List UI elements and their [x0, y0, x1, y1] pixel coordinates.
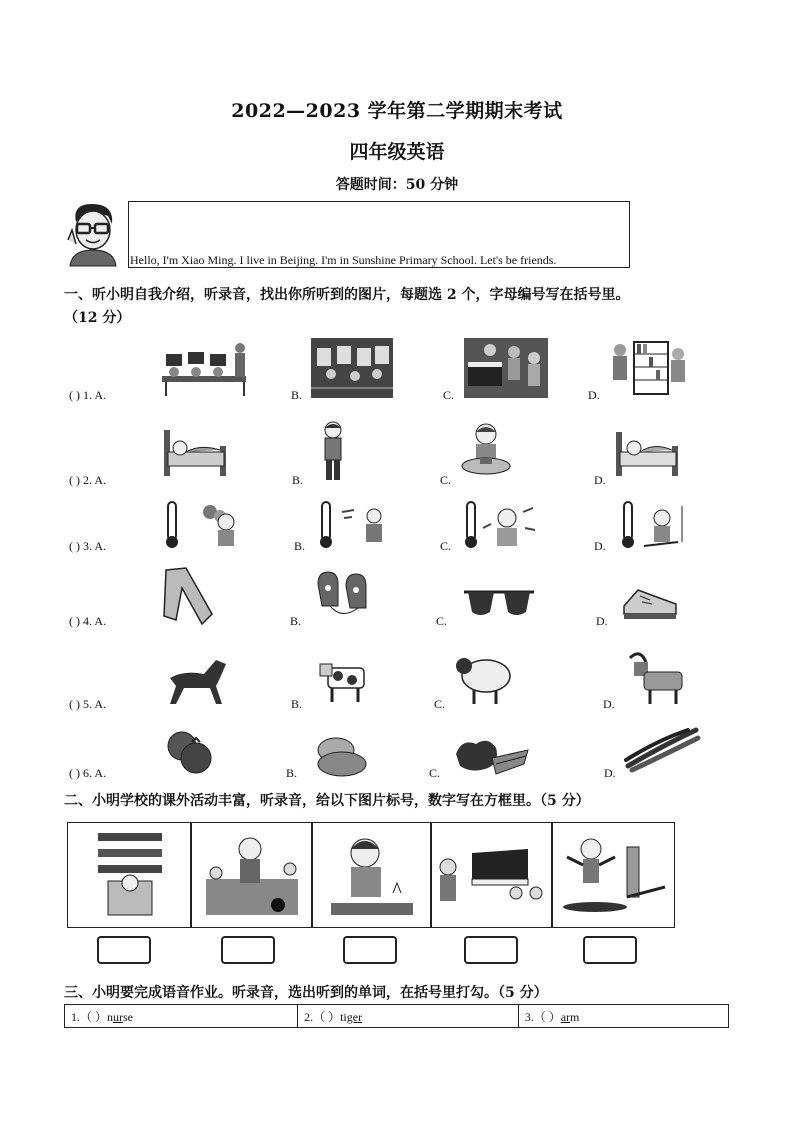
question-5-label: ( ) 5. A.: [69, 697, 106, 711]
q3-option-b: B.: [294, 539, 306, 553]
xiao-ming-avatar: [62, 200, 124, 268]
q2-option-b: B.: [292, 473, 304, 487]
phonics-item-2-number: 2.（ ）: [304, 1009, 341, 1024]
phonics-table: [64, 1004, 729, 1028]
activity-panel-reading: [67, 822, 191, 928]
phonics-item-1[interactable]: [65, 1005, 298, 1028]
goat-image: [626, 648, 688, 706]
football-activity-image: [192, 823, 309, 925]
horse-image: [164, 656, 236, 708]
q3-option-c: C.: [440, 539, 452, 553]
activity-panel-planting: [312, 822, 431, 928]
phonics-item-1-pre: n: [107, 1009, 114, 1024]
sunglasses-image: [462, 584, 536, 624]
q4-option-b: B.: [290, 614, 302, 628]
q2-option-d: D.: [594, 473, 606, 487]
green-beans-image: [622, 726, 702, 776]
section1-points: （12 分）: [64, 310, 131, 326]
q4-option-c: C.: [436, 614, 448, 628]
cow-image: [318, 656, 376, 706]
standing-boy-image: [318, 420, 348, 484]
reading-activity-image: [68, 823, 188, 925]
phonics-item-3-post: m: [570, 1009, 580, 1024]
phonics-item-3-underlined: ar: [560, 1009, 571, 1024]
q6-option-d: D.: [604, 766, 616, 780]
sleeping-child-image: [160, 426, 230, 482]
section3-heading: 三、小明要完成语音作业。听录音，选出听到的单词，在括号里打勾。（5 分）: [64, 985, 548, 1001]
exercise-activity-image: [553, 823, 672, 925]
planting-activity-image: [313, 823, 428, 925]
piano-activity-image: [432, 823, 549, 925]
weather-spring-image: [164, 498, 244, 552]
q6-option-c: C.: [429, 766, 441, 780]
q1-option-c: C.: [443, 388, 455, 402]
sleeping-bed-image: [612, 428, 682, 482]
question-3-label: ( ) 3. A.: [69, 539, 106, 553]
phonics-item-1-post: se: [123, 1009, 134, 1024]
q1-option-b: B.: [291, 388, 303, 402]
phonics-item-1-underlined: ur: [113, 1009, 124, 1024]
q5-option-c: C.: [434, 697, 446, 711]
phonics-item-3[interactable]: [518, 1005, 728, 1028]
answer-box-1[interactable]: [97, 936, 151, 964]
phonics-item-2[interactable]: [298, 1005, 519, 1028]
sneakers-image: [620, 584, 680, 624]
vegetables-image: [452, 734, 534, 778]
potatoes-image: [312, 734, 368, 778]
weather-fall-image: [318, 498, 390, 552]
library-image: [608, 340, 688, 398]
answer-box-4[interactable]: [464, 936, 518, 964]
q2-option-c: C.: [440, 473, 452, 487]
q4-option-d: D.: [596, 614, 608, 628]
music-room-image: [464, 338, 548, 398]
exam-time: 答题时间：50 分钟: [335, 177, 459, 193]
answer-box-5[interactable]: [583, 936, 637, 964]
mittens-image: [314, 570, 374, 622]
computer-room-image: [160, 340, 252, 398]
activity-panel-football: [191, 822, 312, 928]
question-4-label: ( ) 4. A.: [69, 614, 106, 628]
weather-winter-image: [620, 498, 692, 552]
boy-eating-breakfast-image: [460, 420, 512, 478]
exam-title: 2022—2023 学年第二学期期末考试: [231, 100, 563, 122]
q5-option-d: D.: [603, 697, 615, 711]
phonics-item-2-pre: ti: [340, 1009, 347, 1024]
question-2-label: ( ) 2. A.: [69, 473, 106, 487]
answer-box-3[interactable]: [343, 936, 397, 964]
answer-box-2[interactable]: [221, 936, 275, 964]
section1-heading: 一、听小明自我介绍，听录音，找出你所听到的图片，每题选 2 个，字母编号写在括号里。: [64, 287, 630, 303]
question-1-label: ( ) 1. A.: [69, 388, 106, 402]
exam-subtitle: 四年级英语: [349, 141, 445, 163]
q5-option-b: B.: [291, 697, 303, 711]
question-6-label: ( ) 6. A.: [69, 766, 106, 780]
phonics-item-1-number: 1.（ ）: [71, 1009, 108, 1024]
art-room-image: [311, 338, 393, 398]
tomatoes-image: [164, 726, 216, 776]
sheep-image: [452, 650, 516, 706]
intro-speech-text: Hello, I'm Xiao Ming. I live in Beijing. I'm in Sunshine Primary School. Let's be friends.: [130, 253, 557, 267]
activity-panel-exercise: [552, 822, 675, 928]
q6-option-b: B.: [286, 766, 298, 780]
section2-heading: 二、小明学校的课外活动丰富，听录音，给以下图片标号，数字写在方框里。（5 分）: [64, 793, 590, 809]
q1-option-d: D.: [588, 388, 600, 402]
weather-summer-image: [463, 498, 543, 552]
phonics-item-3-number: 3.（ ）: [524, 1009, 561, 1024]
q3-option-d: D.: [594, 539, 606, 553]
activity-panel-piano: [431, 822, 552, 928]
pants-image: [160, 566, 216, 628]
phonics-item-2-underlined: ger: [346, 1009, 363, 1024]
